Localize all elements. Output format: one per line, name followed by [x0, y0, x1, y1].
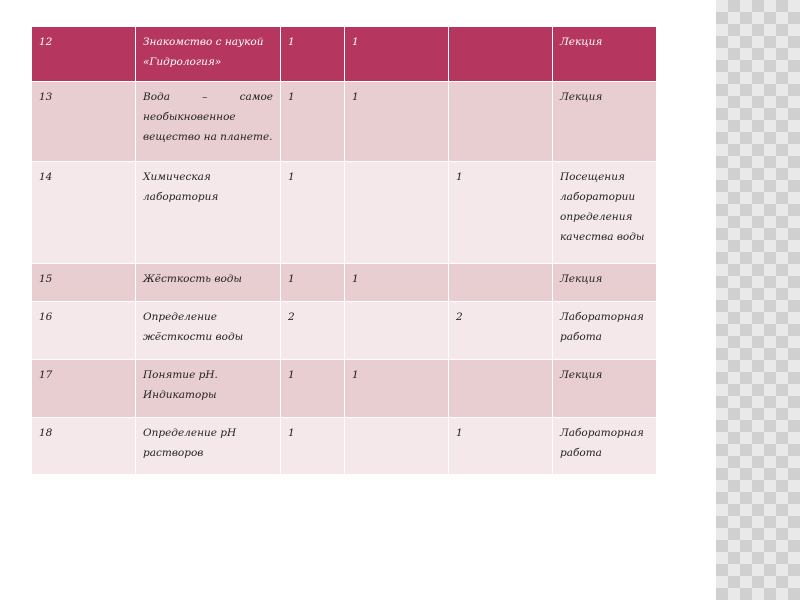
cell-number: 17 — [32, 360, 136, 418]
cell-practice-hours — [449, 27, 553, 82]
cell-form: Лекция — [553, 27, 657, 82]
cell-number: 16 — [32, 302, 136, 360]
cell-total-hours: 1 — [281, 264, 345, 302]
cell-theory-hours: 1 — [345, 264, 449, 302]
cell-topic: Жёсткость воды — [136, 264, 281, 302]
table-row — [32, 360, 657, 418]
cell-total-hours: 2 — [281, 302, 345, 360]
cell-topic: Понятие рН. Индикаторы — [136, 360, 281, 418]
cell-number: 15 — [32, 264, 136, 302]
cell-form: Лекция — [553, 82, 657, 162]
cell-theory-hours: 1 — [345, 360, 449, 418]
cell-form: Посещения лаборатории определения качества воды — [553, 162, 657, 264]
cell-topic: Вода – самое необыкновенное вещество на планете. — [136, 82, 281, 162]
cell-form: Лекция — [553, 360, 657, 418]
table-row — [32, 302, 657, 360]
cell-topic: Знакомство с наукой «Гидрология» — [136, 27, 281, 82]
table-row — [32, 82, 657, 162]
cell-theory-hours — [345, 162, 449, 264]
cell-practice-hours: 2 — [449, 302, 553, 360]
cell-practice-hours — [449, 264, 553, 302]
cell-number: 12 — [32, 27, 136, 82]
cell-practice-hours: 1 — [449, 162, 553, 264]
cell-number: 13 — [32, 82, 136, 162]
cell-form: Лабораторная работа — [553, 302, 657, 360]
decorative-side-pattern — [716, 0, 800, 600]
table-header-row — [32, 27, 657, 82]
cell-topic: Определение рН растворов — [136, 418, 281, 475]
cell-total-hours: 1 — [281, 27, 345, 82]
table-row — [32, 418, 657, 475]
cell-theory-hours — [345, 418, 449, 475]
cell-theory-hours — [345, 302, 449, 360]
cell-total-hours: 1 — [281, 82, 345, 162]
cell-topic: Определение жёсткости воды — [136, 302, 281, 360]
table-row — [32, 162, 657, 264]
cell-form: Лабораторная работа — [553, 418, 657, 475]
cell-theory-hours: 1 — [345, 27, 449, 82]
schedule-table — [31, 26, 657, 475]
cell-practice-hours: 1 — [449, 418, 553, 475]
cell-theory-hours: 1 — [345, 82, 449, 162]
cell-total-hours: 1 — [281, 360, 345, 418]
cell-practice-hours — [449, 360, 553, 418]
cell-form: Лекция — [553, 264, 657, 302]
cell-topic: Химическая лаборатория — [136, 162, 281, 264]
cell-number: 18 — [32, 418, 136, 475]
cell-practice-hours — [449, 82, 553, 162]
table-row — [32, 264, 657, 302]
cell-total-hours: 1 — [281, 418, 345, 475]
cell-number: 14 — [32, 162, 136, 264]
cell-total-hours: 1 — [281, 162, 345, 264]
